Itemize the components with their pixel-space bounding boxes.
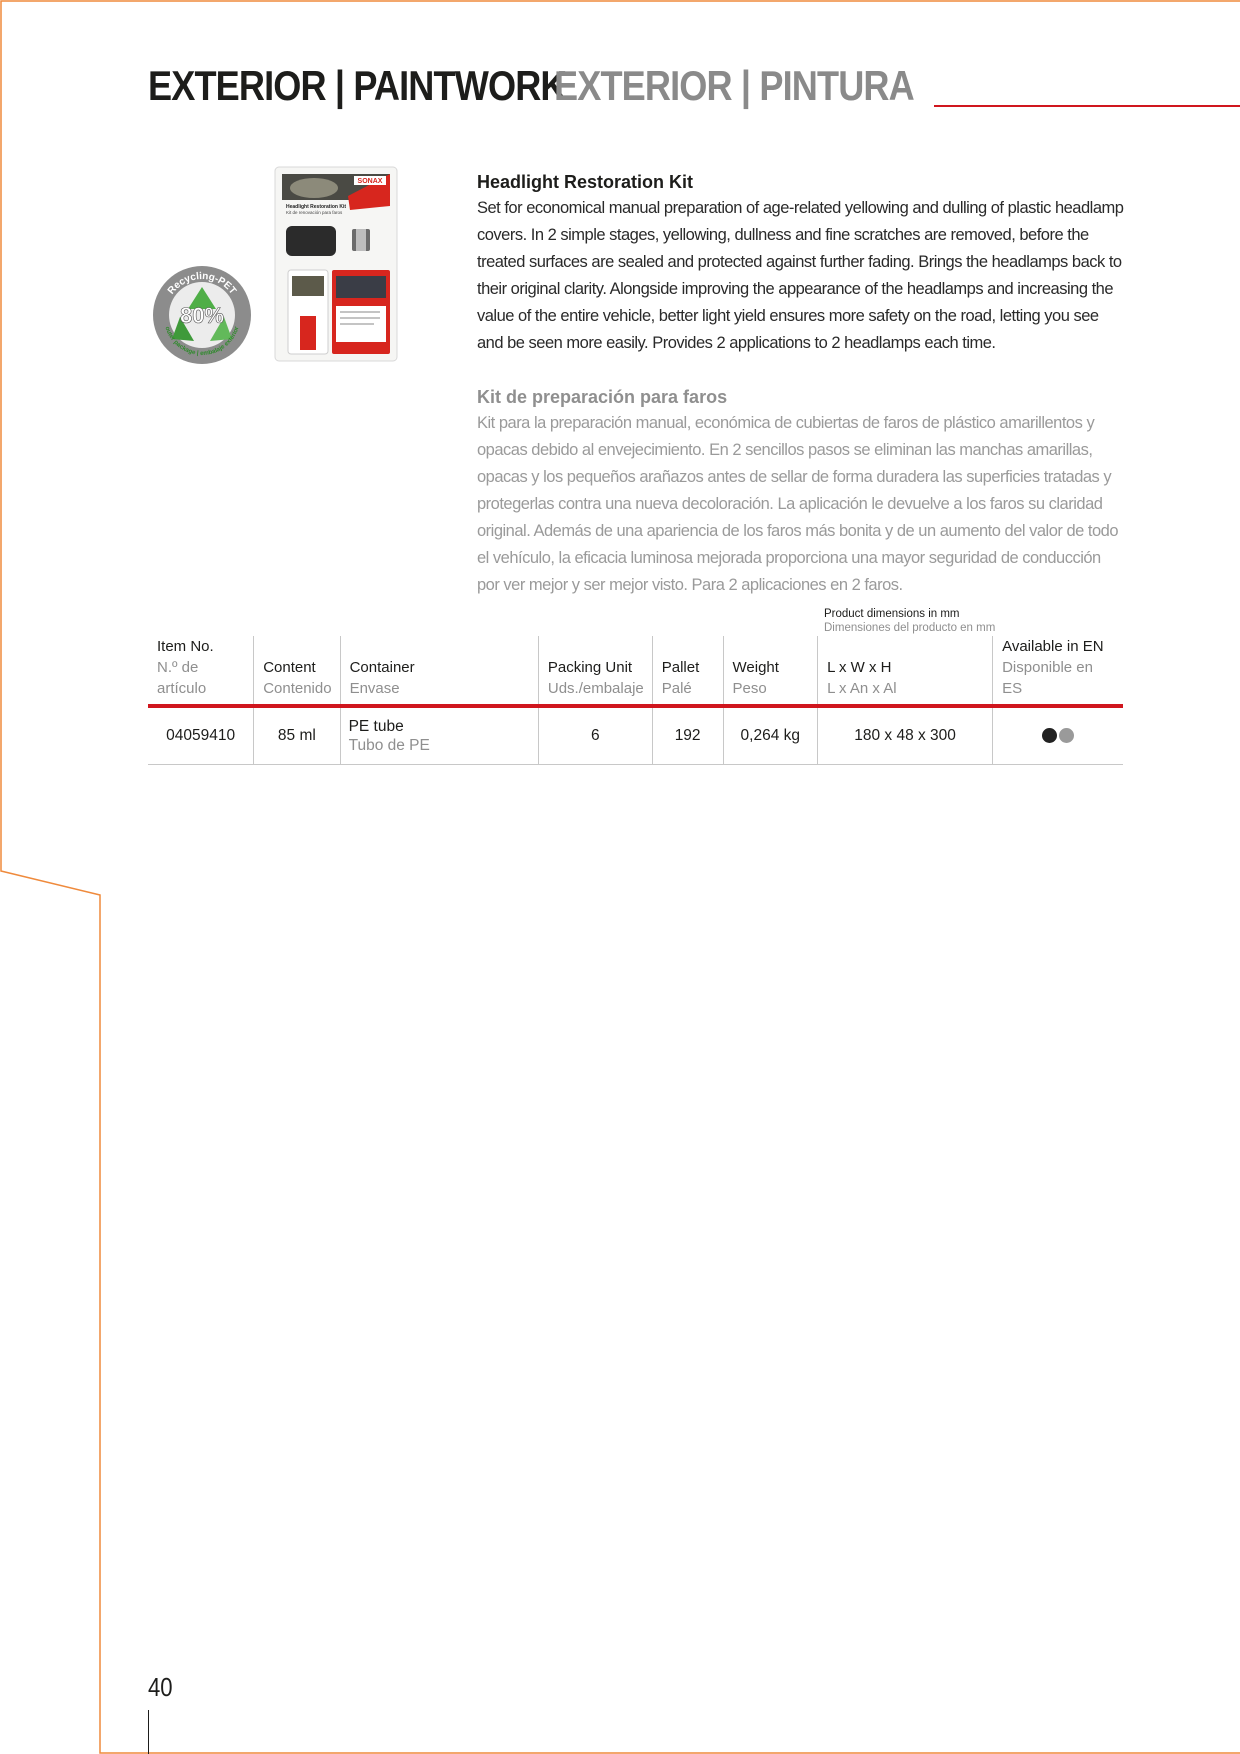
cell-container-en: PE tube — [348, 718, 404, 735]
col-container: Container Envase — [340, 636, 538, 706]
recycling-pet-badge — [152, 265, 252, 365]
col-packing-unit: Packing Unit Uds./embalaje — [538, 636, 652, 706]
cell-content: 85 ml — [254, 706, 340, 765]
description-es — [477, 387, 1125, 599]
product-text-en: Set for economical manual preparation of age-related yellowing and dulling of plastic headlamp covers. In 2 simple stages, yellowing, dullness and fine scratches are removed, before the treated surfaces are sealed and protected against further fading. Brings the headlamps back to their original clarity. Alongside improving the appearance of the headlamps and increasing the value of the entire vehicle, better light yield ensures more safety on the road, letting you see and be seen more easily. Provides 2 applications to 2 headlamps each time. — [477, 199, 1124, 352]
cell-container — [340, 706, 538, 765]
cell-availability — [993, 706, 1123, 765]
header-accent-line — [934, 105, 1240, 107]
product-table — [148, 636, 1123, 765]
product-box-title-es: Kit de renovación para faros — [286, 210, 343, 215]
col-weight: Weight Peso — [723, 636, 818, 706]
badge-bottom-text: outer package | embalaje exterior — [163, 325, 241, 358]
col-item-no: Item No. N.º de artículo — [157, 638, 214, 697]
header-title-es: EXTERIOR | PINTURA — [554, 62, 914, 109]
description-en — [477, 172, 1125, 357]
page-number: 40 — [148, 1672, 173, 1702]
page-header — [148, 62, 914, 110]
cell-dimensions: 180 x 48 x 300 — [818, 706, 993, 765]
product-text-es: Kit para la preparación manual, económica de cubiertas de faros de plástico amarillentos y opacas debido al envejecimiento. En 2 sencillos pasos se eliminan las manchas amarillas, opacas y los pequeños arañazos antes de sellar de forma duradera las superficies tratadas y protegerlas contra una nueva decoloración. La aplicación le devuelve a los faros su claridad original. Además de una apariencia de los faros más bonita y de un aumento del valor de todo el vehículo, la eficacia luminosa mejorada proporciona una mayor seguridad de conducción por ver mejor y ser mejor visto. Para 2 aplicaciones en 2 faros. — [477, 414, 1119, 594]
page-number-tick — [148, 1710, 149, 1754]
product-brand: SONAX — [357, 178, 383, 185]
badge-top-text: Recycling-PET — [165, 270, 239, 297]
table-header-row — [148, 636, 1123, 706]
col-dimensions: L x W x H L x An x Al — [818, 636, 993, 706]
available-en-dot-icon — [1042, 728, 1057, 743]
product-box-title-en: Headlight Restoration Kit — [286, 204, 347, 210]
cell-pallet: 192 — [652, 706, 723, 765]
header-title-en: EXTERIOR | PAINTWORK — [148, 62, 566, 109]
cell-weight: 0,264 kg — [723, 706, 818, 765]
product-title-es: Kit de preparación para faros — [477, 387, 728, 407]
dimensions-note-en: Product dimensions in mm — [824, 608, 960, 620]
product-image — [274, 166, 398, 362]
product-title-en: Headlight Restoration Kit — [477, 172, 694, 192]
cell-packing-unit: 6 — [538, 706, 652, 765]
product-description — [477, 172, 1125, 599]
cell-item-no: 04059410 — [166, 727, 236, 744]
col-pallet: Pallet Palé — [652, 636, 723, 706]
dimensions-note-es: Dimensiones del producto en mm — [824, 622, 996, 634]
table-row — [148, 706, 1123, 765]
cell-container-es: Tubo de PE — [348, 737, 430, 754]
dimensions-note — [824, 607, 995, 635]
col-availability: Available in EN Disponible en ES — [993, 636, 1123, 706]
badge-percent: 80% — [179, 303, 225, 328]
available-es-dot-icon — [1059, 728, 1074, 743]
col-content: Content Contenido — [254, 636, 340, 706]
